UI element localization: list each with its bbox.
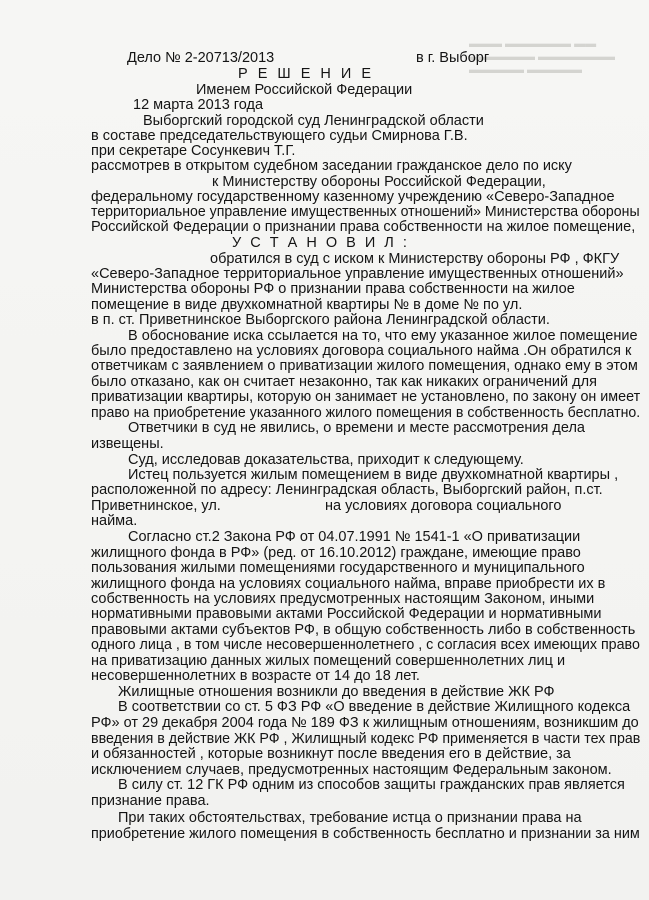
body-line: введения в действие ЖК РФ , Жилищный кодекс РФ применяется в части тех прав: [91, 731, 641, 747]
body-line: РФ» от 29 декабря 2004 года № 189 ФЗ к жилищным отношениям, возникшим до: [91, 715, 639, 731]
body-line: Суд, исследовав доказательства, приходит к следующему.: [128, 452, 524, 468]
body-line: обратился в суд с иском к Министерству обороны РФ , ФКГУ: [210, 251, 620, 267]
body-line: При таких обстоятельствах, требование истца о признании права на: [118, 810, 582, 826]
established-heading: У С Т А Н О В И Л :: [232, 235, 410, 251]
body-line: признание права.: [91, 793, 210, 809]
intro-line: Выборгский городской суд Ленинградской области: [143, 113, 484, 129]
body-line: найма.: [91, 513, 138, 529]
body-line: Приветнинское, ул.: [91, 498, 221, 514]
case-number: Дело № 2-20713/2013: [127, 50, 275, 66]
intro-line: Российской Федерации о признании права собственности на жилое помещение,: [91, 219, 636, 235]
body-line: «Северо-Западное территориальное управление имущественных отношений»: [91, 266, 624, 282]
body-line: приватизации квартиры, которую он занимает не установлено, по закону он имеет: [91, 389, 641, 405]
document-title: Р Е Ш Е Н И Е: [238, 66, 375, 82]
body-line: и обязанностей , которые возникнут после введения его в действие, за: [91, 746, 571, 762]
body-line: жилищного фонда в РФ» (ред. от 16.10.2012) граждане, имеющие право: [91, 545, 581, 561]
intro-line: рассмотрев в открытом судебном заседании гражданское дело по иску: [91, 158, 572, 174]
body-line: на условиях договора социального: [325, 498, 562, 514]
body-line: приобретение жилого помещения в собственность бесплатно и признании за ним: [91, 826, 640, 842]
document-date: 12 марта 2013 года: [133, 97, 264, 113]
intro-line: федеральному государственному казенному учреждению «Северо-Западное: [91, 189, 615, 205]
body-line: Министерства обороны РФ о признании права собственности на жилое: [91, 281, 575, 297]
body-line: было отказано, как он считает незаконно, так как никаких ограничений для: [91, 374, 597, 390]
body-line: пользования жилыми помещениями государственного и муниципального: [91, 560, 585, 576]
body-line: право на приобретение указанного жилого помещения в собственность бесплатно.: [91, 405, 641, 421]
body-line: В силу ст. 12 ГК РФ одним из способов защиты гражданских прав является: [118, 777, 625, 793]
city: в г. Выборг: [416, 50, 490, 66]
body-line: несовершеннолетних в возрасте от 14 до 18 лет.: [91, 668, 420, 684]
body-line: помещение в виде двухкомнатной квартиры № в доме № по ул.: [91, 297, 523, 313]
intro-line: к Министерству обороны Российской Федерации,: [212, 174, 546, 190]
body-line: было предоставлено на условиях договора социального найма .Он обратился к: [91, 343, 632, 359]
body-line: ответчикам с заявлением о приватизации жилого помещения, однако ему в этом: [91, 358, 638, 374]
body-line: одного лица , в том числе несовершеннолетнего , с согласия всех имеющих право: [91, 637, 640, 653]
body-line: извещены.: [91, 436, 164, 452]
body-line: Жилищные отношения возникли до введения в действие ЖК РФ: [118, 684, 555, 700]
body-line: правовыми актами субъектов РФ, в общую собственность либо в собственность: [91, 622, 636, 638]
intro-line: при секретаре Сосункевич Т.Г.: [91, 143, 296, 159]
document-subtitle: Именем Российской Федерации: [196, 82, 413, 98]
body-line: нормативными правовыми актами Российской Федерации и нормативными: [91, 606, 602, 622]
body-line: расположенной по адресу: Ленинградская область, Выборгский район, п.ст.: [91, 482, 603, 498]
faded-bleed-through-text: ▬▬▬ ▬▬▬▬▬▬ ▬▬ ▬▬▬▬▬▬ ▬▬▬▬▬▬▬ ▬▬▬▬▬ ▬▬▬▬▬: [469, 38, 616, 76]
body-line: исключением случаев, предусмотренных настоящим Федеральным законом.: [91, 762, 612, 778]
body-line: Ответчики в суд не явились, о времени и месте рассмотрения дела: [128, 420, 585, 436]
body-line: в п. ст. Приветнинское Выборгского района Ленинградской области.: [91, 312, 550, 328]
body-line: жилищного фонда на условиях социального найма, вправе приобрести их в: [91, 576, 606, 592]
body-line: собственность на условиях предусмотренных настоящим Законом, иными: [91, 591, 595, 607]
body-line: Согласно ст.2 Закона РФ от 04.07.1991 № 1541-1 «О приватизации: [128, 529, 581, 545]
intro-line: территориальное управление имущественных отношений» Министерства обороны: [91, 204, 640, 220]
intro-line: в составе председательствующего судьи Смирнова Г.В.: [91, 128, 468, 144]
body-line: на приватизацию данных жилых помещений совершеннолетних лиц и: [91, 653, 566, 669]
body-line: Истец пользуется жилым помещением в виде двухкомнатной квартиры ,: [128, 467, 619, 483]
body-line: В обоснование иска ссылается на то, что ему указанное жилое помещение: [128, 328, 638, 344]
body-line: В соответствии со ст. 5 ФЗ РФ «О введение в действие Жилищного кодекса: [118, 699, 631, 715]
